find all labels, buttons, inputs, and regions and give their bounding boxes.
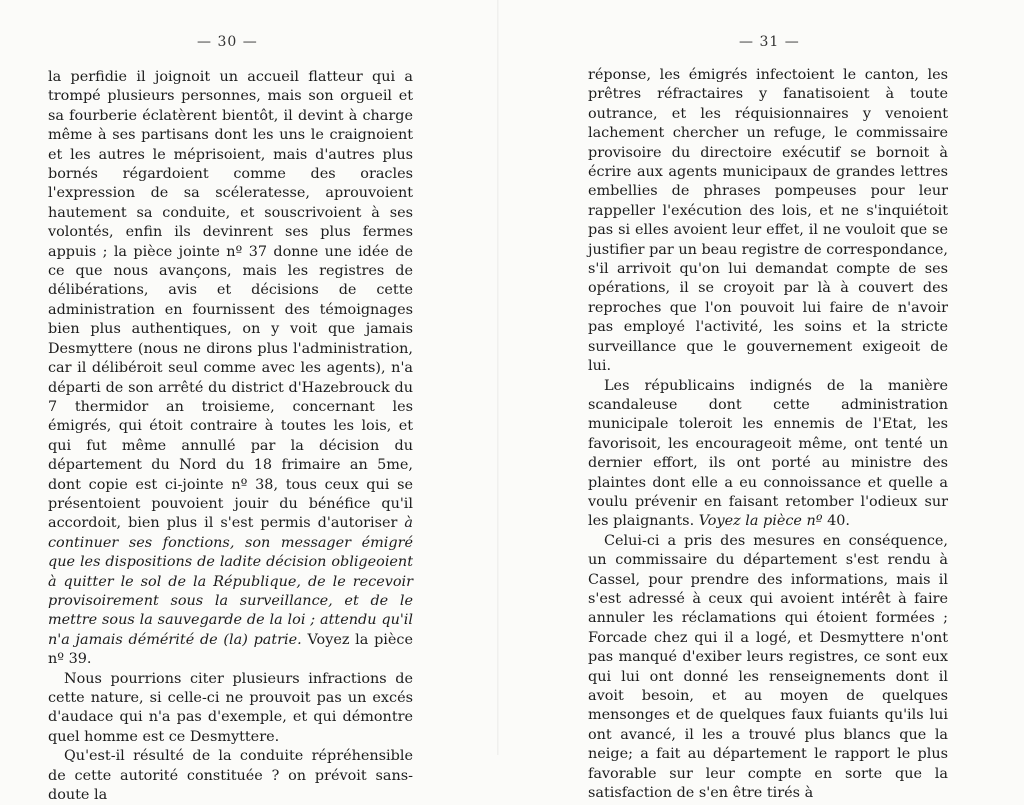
left-page	[0, 0, 497, 804]
left-paragraph-3: Qu'est-il résulté de la conduite répréhensible de cette autorité constituée ? on prévoit sans-doute la	[48, 748, 413, 804]
right-paragraph-2	[588, 377, 948, 532]
right-p2-italic-reference: Voyez la pièce nº	[698, 513, 823, 530]
left-p1-reference: Voyez la pièce nº 39.	[48, 631, 413, 668]
left-page-text	[48, 68, 413, 805]
left-p1-text: la perfidie il joignoit un accueil flatteur qui a trompé plusieurs personnes, mais son orgueil et sa fourberie éclatèrent bientôt, il devint à charge même à ses partisans dont les uns le craignoient et les autres le méprisoient, mais d'autres plus bornés régardoient comme des oracles l'expression de sa scéleratesse, aprouvoient hautement sa conduite, et souscrivoient à ses volontés, enfin ils devinrent ses plus fermes appuis ; la pièce jointe nº 37 donne une idée de ce que nous avançons, mais les registres de délibérations, avis et décisions de cette administration en fournissent des témoignages bien plus authentiques, on y voit que jamais Desmyttere (nous ne dirons plus l'administration, car il délibéroit seul comme avec les agents), n'a départi de son arrêté du district d'Hazebrouck du 7 thermidor an troisieme, concernant les émigrés, qui étoit contraire à toutes les lois, et qui fut même annullé par la décision du département du Nord du 18 frimaire an 5me, dont copie est ci-jointe nº 38, tous ceux qui se présentoient pouvoient jouir du bénéfice qu'il accordoit, bien plus il s'est permis d'autoriser	[48, 69, 413, 532]
right-p2-text: Les républicains indignés de la manière scandaleuse dont cette administration municipale toleroit les ennemis de l'Etat, les favorisoit, les encourageoit même, ont tenté un dernier effort, ils ont porté au ministre des plaintes dont elle a eu connoissance et quelle a voulu prévenir en faisant retomber l'odieux sur les plaignants.	[588, 377, 948, 530]
left-p1-italic-quote: à continuer ses fonctions, son messager émigré que les dispositions de ladite décision obligeoient à quitter le sol de la République, de le recevoir provisoirement sous la surveillance, et de le mettre sous la sauvegarde de la loi ; attendu qu'il n'a jamais démérité de (la) patrie.	[48, 515, 413, 648]
right-paragraph-1: réponse, les émigrés infectoient le canton, les prêtres réfractaires y fanatisoient à toute outrance, et les réquisionnaires y venoient lachement chercher un refuge, le commissaire provisoire du directoire exécutif se bornoit à écrire aux agents municipaux de grandes lettres embellies de phrases pompeuses pour leur rappeller l'exécution des lois, et ne s'inquiétoit pas si elles avoient leur effet, il ne vouloit que se justifier par un beau registre de correspondance, s'il arrivoit qu'on lui demandat compte de ses opérations, il se croyoit par là à couvert des reproches que l'on pouvoit lui faire de n'avoir pas employé l'activité, les soins et la stricte surveillance que le gouvernement exigeoit de lui.	[588, 67, 948, 375]
page-number-30: — 30 —	[197, 34, 258, 50]
right-page	[499, 0, 1024, 802]
left-paragraph-2: Nous pourrions citer plusieurs infractions de cette nature, si celle-ci ne prouvoit pas un excés d'audace qui n'a pas d'exemple, et qui démontre quel homme est ce Desmyttere.	[48, 670, 413, 745]
right-page-text	[588, 66, 948, 803]
right-paragraph-3: Celui-ci a pris des mesures en conséquence, un commissaire du département s'est rendu à Cassel, pour prendre des informations, mais il s'est adressé à ceux qui avoient intérêt à faire annuler les réclamations qui étoient formées ; Forcade chez qui il a logé, et Desmyttere n'ont pas manqué d'exiber leurs registres, ce sont eux qui lui ont donné les renseignements dont il avoit besoin, et au moyen de quelques mensonges et de quelques faux fuiants qu'ils lui ont avancé, il les a trouvé plus blancs que la neige; a fait au département le rapport le plus favorable sur leur compte en sorte que la satisfaction de s'en être tirés à	[588, 532, 948, 802]
right-p2-reference-number: 40.	[822, 513, 851, 530]
page-number-31: — 31 —	[739, 34, 800, 50]
left-paragraph-1	[48, 68, 413, 670]
